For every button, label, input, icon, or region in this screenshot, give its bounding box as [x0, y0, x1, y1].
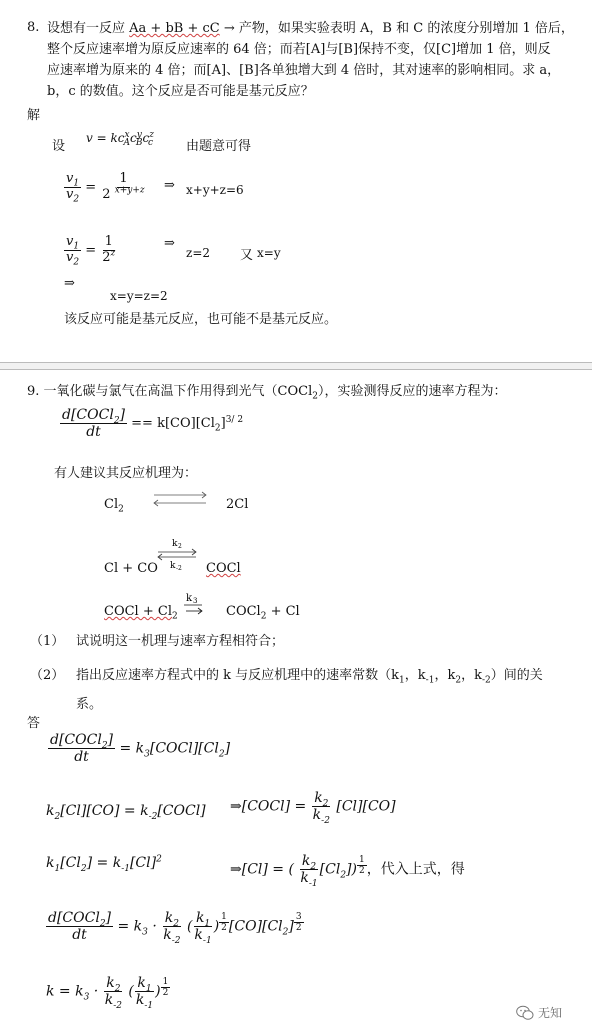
- svg-text:2: 2: [178, 543, 182, 550]
- q8-conclusion: 该反应可能是基元反应，也可能不是基元反应。: [64, 312, 338, 327]
- q9-step1-left: $Cl_2$: [104, 497, 124, 515]
- implies-icon: ⇒: [164, 178, 175, 193]
- svg-text:3: 3: [193, 597, 198, 605]
- q9-item2: 指出反应速率方程式中的 k 与反应机理中的速率常数（$k_1$，$k_{-1}$，$k_2$，$k_{-2}$）间的关: [76, 668, 543, 686]
- q9-item1: 试说明这一机理与速率方程相符合；: [76, 634, 285, 649]
- q9-item2-cont: 系。: [76, 697, 103, 712]
- watermark-text: 无知: [537, 1006, 562, 1020]
- answer-eq3-result: ⇒[Cl] = ( $\frac{k_2}{k_{-1}}$ $[Cl_2]$) $^{\frac{1}{2}}$ ，代入上式，得: [230, 853, 465, 889]
- q8-final-eq: x=y=z=2: [110, 289, 168, 303]
- implies-icon: ⇒: [64, 276, 75, 291]
- svg-text:k: k: [186, 593, 193, 604]
- q8-number: 8.: [27, 20, 40, 35]
- q9-step3-right: COCl$_2$ + Cl: [226, 604, 300, 622]
- q9-intro: 9. 一氧化碳与氯气在高温下作用得到光气（COCl$_2$），实验测得反应的速率方程为：: [27, 384, 507, 402]
- watermark: [516, 1004, 562, 1021]
- answer-eq1: $\frac{d[COCl_2]}{dt}$ = $k_3[COCl][Cl_2]$: [50, 732, 231, 766]
- q9-rate-exp: 3/ 2: [225, 414, 244, 425]
- q9-step3-right-tail: + Cl: [266, 604, 300, 619]
- q9-intro-tail: ），实验测得反应的速率方程为：: [318, 384, 507, 399]
- answer-eq2-result: ⇒[COCl] = $\frac{k_2}{k_{-2}}$ [Cl][CO]: [230, 790, 396, 826]
- wechat-icon: [516, 1005, 534, 1021]
- q9-answer-label: 答: [27, 716, 41, 731]
- q8-also-label: 又: [240, 248, 254, 263]
- arrow-right-icon: [180, 590, 210, 620]
- q8-eq2: $\frac{v_1}{v_2}$ = $\frac{1}{2^z}$: [66, 234, 116, 268]
- q8-line1-a: 设想有一反应: [47, 21, 126, 36]
- q8-from-question: 由题意可得: [186, 139, 252, 154]
- q8-line2: 整个反应速率增为原反应速率的 64 倍；而若[A]与[B]保持不变，仅[C]增加 1 倍，则反: [47, 42, 551, 57]
- q9-step2-left: Cl + CO: [104, 561, 158, 576]
- q9-number: 9.: [27, 384, 40, 399]
- q9-step3-left: COCl + $Cl_2$: [104, 604, 178, 622]
- q8-line1-b: 产物，如果实验表明 A，B 和 C 的浓度分别增加 1 倍后，: [238, 21, 574, 36]
- q9-rate-equation: $\frac{d[COCl_2]}{dt}$ == $k[CO][Cl_2]^{3/ 2}$: [62, 407, 244, 441]
- q9-item2-num: （2）: [30, 668, 65, 683]
- q8-eq2-result: z=2: [186, 246, 211, 260]
- q9-mechanism-intro: 有人建议其反应机理为：: [54, 466, 198, 481]
- q8-also-eq: x=y: [257, 246, 281, 260]
- q9-step2-right: COCl: [206, 561, 241, 576]
- equilibrium-arrow-icon: [156, 535, 200, 575]
- q9-rate-rhs: == k[CO][Cl: [131, 416, 215, 432]
- page-separator: [0, 362, 592, 370]
- arrow-right-icon: →: [223, 21, 235, 36]
- svg-text:k: k: [172, 539, 178, 549]
- q8-set-label: 设: [52, 139, 66, 154]
- implies-icon: ⇒: [164, 236, 175, 251]
- q9-item1-num: （1）: [30, 634, 65, 649]
- answer-eq3: $k_1[Cl_2] = k_{-1}[Cl]^2$: [46, 854, 162, 874]
- q9-step1-right: 2Cl: [226, 497, 249, 512]
- answer-eq2: $k_2[Cl][CO]$ = $k_{-2}[COCl]$: [46, 803, 206, 822]
- q9-intro-text: 一氧化碳与氯气在高温下作用得到光气（COCl: [43, 384, 313, 399]
- q9-step3-right-text: COCl: [226, 604, 261, 619]
- q8-text: [47, 18, 587, 102]
- equilibrium-arrow-icon: [152, 487, 212, 509]
- q8-reaction: Aa + bB + cC: [129, 21, 220, 36]
- substitute-text: ，代入上式，得: [366, 861, 465, 878]
- svg-text:-2: -2: [176, 565, 182, 572]
- q8-solution-label: 解: [27, 108, 41, 123]
- q9-step1-left-text: Cl: [104, 497, 119, 512]
- q8-rate-law: $v = kc^x_Ac^y_Bc^z_c$: [86, 130, 154, 149]
- q9-step3-left-text: COCl + Cl: [104, 604, 172, 619]
- answer-eq4: $\frac{d[COCl_2]}{dt}$ = $k_3$ · $\frac{k_2}{k_{-2}}$ ( $\frac{k_1}{k_{-1}}$ ) $^{\frac{1}{2}}$ $[CO][Cl_2]$ $^{\frac{3}{2}}$: [48, 910, 302, 946]
- q8-line3: 应速率增为原来的 4 倍；而[A]、[B]各单独增大到 4 倍时，其对速率的影响相同。求 a，: [47, 63, 561, 78]
- q9-item2-text: 指出反应速率方程式中的 k 与反应机理中的速率常数（k: [76, 668, 400, 683]
- q8-eq1-result: x+y+z=6: [186, 183, 244, 197]
- svg-text:k: k: [170, 561, 176, 571]
- q8-eq1: $\frac{v_1}{v_2}$ = $\frac{1}{2 ^{x+y+z}}$: [66, 171, 145, 205]
- q8-line1: [47, 18, 587, 39]
- q8-line4: b，c 的数值。这个反应是否可能是基元反应？: [47, 84, 314, 99]
- answer-eq5: $k = k_3$ · $\frac{k_2}{k_{-2}}$ ( $\frac{k_1}{k_{-1}}$ ) $^{\frac{1}{2}}$: [46, 975, 169, 1011]
